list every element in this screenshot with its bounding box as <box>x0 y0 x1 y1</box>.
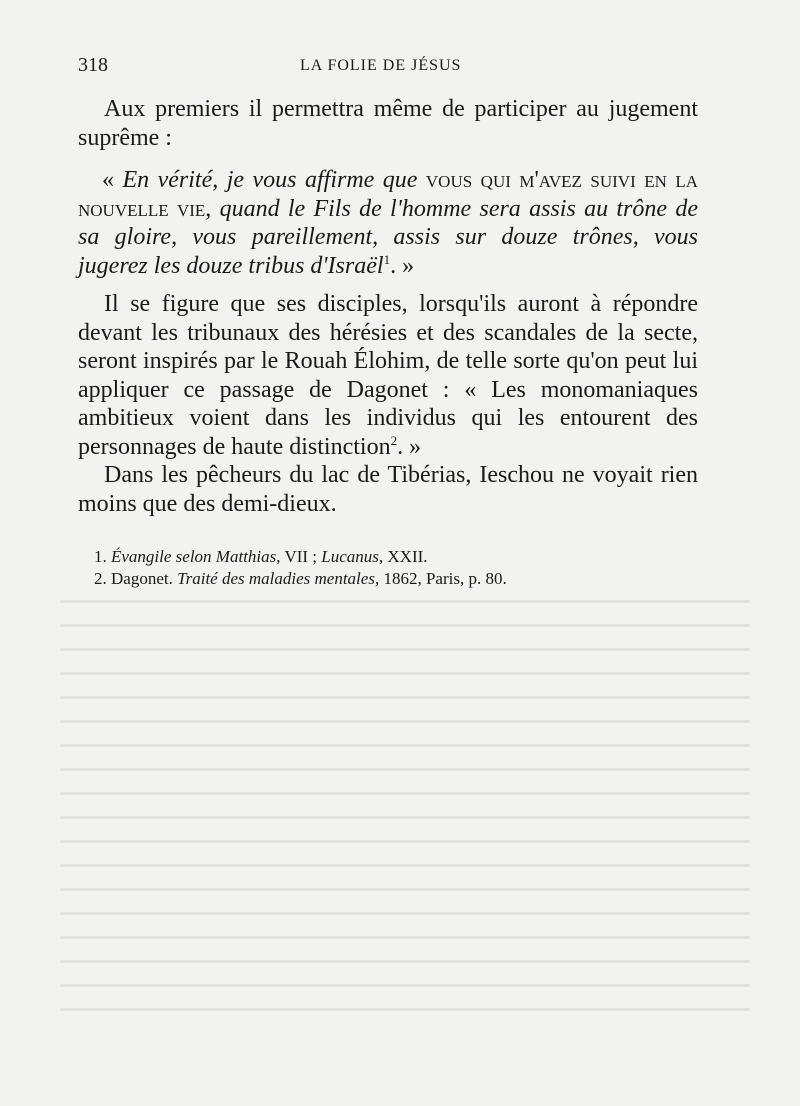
footnote-1-end: , XXII. <box>378 547 428 566</box>
quote-open-mark: « <box>102 167 123 193</box>
paragraph-2-close: . » <box>397 433 422 460</box>
footnote-2-end: , 1862, Paris, p. 80. <box>374 569 507 588</box>
footnote-1-number: 1. <box>94 547 111 566</box>
running-head <box>76 54 696 80</box>
quote-close-mark: . » <box>390 252 415 279</box>
body-text <box>78 95 698 518</box>
gospel-quote <box>78 166 698 280</box>
footnotes <box>94 546 694 590</box>
quote-part-2: vous qui m'avez suivi en la nouvelle vie, <box>78 167 698 222</box>
footnote-2-number: 2. <box>94 569 111 588</box>
footnote-ref-2: 2 <box>390 432 398 448</box>
paragraph-1: Aux premiers il permettra même de participer au jugement suprême : <box>78 96 698 151</box>
paragraph-2 <box>78 290 698 461</box>
footnote-2 <box>94 568 694 590</box>
quote-part-3: quand le Fils de l'homme sera assis au trône de sa gloire, vous pareillement, assis sur douze trônes, vous jugerez les douze tribus d'Israël <box>78 195 698 279</box>
footnote-1-author: Lucanus <box>321 547 379 566</box>
footnote-2-title: Traité des maladies mentales <box>177 569 375 588</box>
paragraph-2-text: Il se figure que ses disciples, lorsqu'ils auront à répondre devant les tribunaux des hérésies et des scandales de la secte, seront inspirés par le Rouah Élohim, de telle sorte qu'on peut lui appliquer ce passage de Dagonet : « Les monomaniaques ambitieux voient dans les individus qui les entourent des personnages de haute distinction <box>78 291 698 460</box>
quote-part-1: En vérité, je vous affirme que <box>122 167 426 193</box>
paragraph-3: Dans les pêcheurs du lac de Tibérias, Ieschou ne voyait rien moins que des demi-dieux. <box>78 462 698 517</box>
footnote-ref-1: 1 <box>383 251 391 267</box>
bleed-through-texture <box>60 600 750 1050</box>
page-number: 318 <box>78 54 108 76</box>
running-title: LA FOLIE DE JÉSUS <box>300 57 462 74</box>
footnote-2-author: Dagonet. <box>111 569 178 588</box>
footnote-1-mid: , VII ; <box>276 547 322 566</box>
footnote-1-title: Évangile selon Matthias <box>111 547 277 566</box>
footnote-1 <box>94 546 694 568</box>
